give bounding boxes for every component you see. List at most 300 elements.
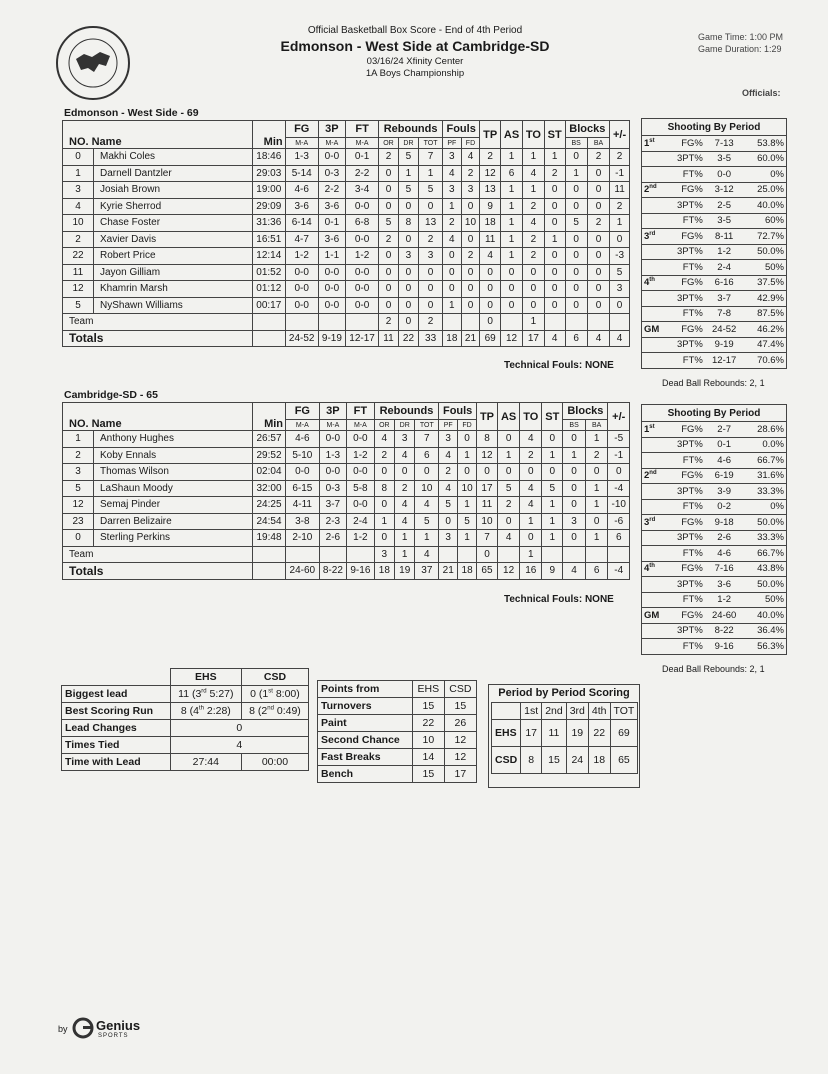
col-ba: BA [585, 420, 608, 431]
shooting-stat: 3PT% [664, 484, 705, 500]
shooting-made-att: 0-0 [705, 167, 744, 183]
col-ma: M-A [286, 420, 320, 431]
maryland-athletic-logo [54, 24, 132, 102]
shooting-made-att: 3-9 [705, 484, 744, 500]
stat-cell: 29:09 [253, 198, 286, 215]
shooting-row [642, 422, 787, 438]
col-or: OR [374, 420, 394, 431]
stat-cell: 4-6 [285, 182, 318, 199]
stat-cell [319, 546, 347, 563]
stat-cell: 0 [461, 281, 480, 298]
shooting-period [642, 291, 665, 307]
stat-cell: 0 [585, 464, 608, 481]
stat-cell: 2 [544, 165, 565, 182]
stat-cell: 0 [415, 464, 439, 481]
stat-cell: 4 [497, 530, 519, 547]
shooting-made-att: 0-2 [705, 499, 744, 515]
shooting-made-att: 7-8 [705, 306, 744, 322]
total-cell: 22 [398, 330, 418, 347]
stat-cell: 1-2 [347, 530, 375, 547]
summary-ehs-header: EHS [170, 669, 241, 686]
shooting-pct: 66.7% [744, 453, 787, 469]
shooting-period [642, 484, 665, 500]
shooting-row [642, 499, 787, 515]
stat-cell: 1 [398, 165, 418, 182]
stat-cell: 0-0 [345, 198, 378, 215]
shooting-stat: 3PT% [664, 291, 705, 307]
total-cell: 6 [585, 563, 608, 580]
stat-cell: 1 [419, 165, 443, 182]
stat-cell: -1 [608, 447, 630, 464]
shooting-row [642, 260, 787, 276]
team2-technical-fouls: Technical Fouls: NONE [504, 594, 614, 605]
stat-cell: 01:52 [253, 264, 286, 281]
stat-cell: 0-0 [318, 264, 345, 281]
stat-cell: 1 [443, 297, 462, 314]
stat-cell: 2 [439, 464, 458, 481]
player-number: 3 [63, 182, 94, 199]
player-name: Sterling Perkins [94, 530, 253, 547]
player-row [63, 149, 630, 166]
stat-cell: 0-0 [319, 464, 347, 481]
stat-cell: 0 [419, 281, 443, 298]
team1-shooting-wrap [641, 118, 787, 369]
shooting-stat: 3PT% [664, 198, 705, 214]
stat-cell [253, 314, 286, 331]
stat-cell: 0 [563, 431, 586, 448]
stat-cell: 2 [419, 231, 443, 248]
summary-row-lead-changes: Lead Changes 0 [62, 720, 309, 737]
stat-cell: 0-0 [319, 431, 347, 448]
stat-cell: 4 [415, 546, 439, 563]
shooting-pct: 50% [744, 260, 787, 276]
stat-cell: 7 [477, 530, 498, 547]
shooting-period: 1st [642, 136, 665, 152]
stat-cell: 1 [501, 182, 523, 199]
stat-cell [544, 314, 565, 331]
stat-cell: 0 [497, 464, 519, 481]
stat-cell: 1 [544, 149, 565, 166]
shooting-pct: 47.4% [744, 337, 787, 353]
stat-cell: 5 [415, 513, 439, 530]
stat-cell: 3 [610, 281, 630, 298]
shooting-period [642, 213, 665, 229]
stat-cell: 0-0 [345, 297, 378, 314]
stat-cell: 0 [587, 297, 609, 314]
player-name: Anthony Hughes [94, 431, 253, 448]
stat-cell [285, 314, 318, 331]
col-st: ST [544, 121, 565, 149]
stat-cell: 0 [458, 464, 477, 481]
col-blocks: Blocks [565, 121, 610, 138]
stat-cell: 5 [379, 215, 399, 232]
points-from-wrap [317, 680, 477, 783]
stat-cell: 1 [542, 530, 563, 547]
stat-cell: 2-3 [319, 513, 347, 530]
shooting-made-att: 24-52 [705, 322, 744, 338]
stat-cell: 6-15 [286, 480, 320, 497]
stat-cell: 0 [374, 497, 394, 514]
shooting-pct: 87.5% [744, 306, 787, 322]
total-cell: 9-16 [347, 563, 375, 580]
player-row [63, 281, 630, 298]
totals-label: Totals [63, 330, 253, 347]
shooting-row [642, 515, 787, 531]
player-number: 5 [63, 297, 94, 314]
shooting-made-att: 2-5 [705, 198, 744, 214]
stat-cell: 4 [443, 165, 462, 182]
player-row [63, 297, 630, 314]
team1-dead-ball-rebounds: Dead Ball Rebounds: 2, 1 [662, 378, 765, 388]
stat-cell: 0 [565, 149, 587, 166]
stat-cell [286, 546, 320, 563]
shooting-period [642, 337, 665, 353]
player-number: 3 [63, 464, 94, 481]
shooting-period [642, 577, 665, 593]
team1-header: Edmonson - West Side - 69 [64, 107, 199, 119]
player-name: Makhi Coles [94, 149, 253, 166]
shooting-row [642, 322, 787, 338]
totals-row [63, 330, 630, 347]
stat-cell: 17 [477, 480, 498, 497]
shooting-row [642, 275, 787, 291]
stat-cell: 0 [497, 513, 519, 530]
player-row [63, 513, 630, 530]
shooting-row [642, 213, 787, 229]
stat-cell: 2 [480, 149, 501, 166]
stat-cell: 31:36 [253, 215, 286, 232]
stat-cell: 0 [501, 297, 523, 314]
team-row [63, 314, 630, 331]
stat-cell: 1 [458, 447, 477, 464]
stat-cell: 1 [443, 198, 462, 215]
team2-shooting-wrap [641, 404, 787, 655]
shooting-stat: FG% [664, 275, 705, 291]
col-fg: FG [285, 121, 318, 138]
shooting-header-row [642, 119, 787, 136]
shooting-made-att: 12-17 [705, 353, 744, 369]
shooting-made-att: 7-16 [705, 561, 744, 577]
summary-row-time-with-lead: Time with Lead 27:44 00:00 [62, 754, 309, 771]
stat-cell: 0 [544, 215, 565, 232]
stat-cell: 4 [520, 497, 542, 514]
stat-cell: 0 [520, 464, 542, 481]
shooting-period [642, 244, 665, 260]
shooting-made-att: 0-1 [705, 437, 744, 453]
stat-cell: 0 [542, 431, 563, 448]
shooting-pct: 56.3% [744, 639, 787, 655]
footer-brand: Genius [96, 1018, 141, 1033]
stat-cell: 0 [419, 297, 443, 314]
shooting-stat: FT% [664, 546, 705, 562]
stat-cell: 0 [374, 464, 394, 481]
shooting-made-att: 2-4 [705, 260, 744, 276]
total-cell: 8-22 [319, 563, 347, 580]
stat-cell: 1 [523, 182, 545, 199]
stat-cell: 0 [379, 264, 399, 281]
team2-header: Cambridge-SD - 65 [64, 389, 158, 401]
stat-cell: 0 [443, 264, 462, 281]
total-cell: 6 [565, 330, 587, 347]
player-name: Jayon Gilliam [94, 264, 253, 281]
stat-cell: 1-1 [318, 248, 345, 265]
shooting-pct: 0% [744, 167, 787, 183]
shooting-header-row [642, 405, 787, 422]
shooting-pct: 53.8% [744, 136, 787, 152]
stat-cell: 0 [563, 497, 586, 514]
stat-cell: 0 [544, 264, 565, 281]
stat-cell: 4 [395, 513, 415, 530]
shooting-stat: FG% [664, 182, 705, 198]
player-number: 12 [63, 281, 94, 298]
stat-cell: 19:00 [253, 182, 286, 199]
shooting-row [642, 136, 787, 152]
stat-cell: 1 [395, 546, 415, 563]
stat-cell: 0 [439, 513, 458, 530]
stat-cell: 1 [497, 447, 519, 464]
stat-cell: 5 [439, 497, 458, 514]
stat-cell [565, 314, 587, 331]
stat-cell: 0 [379, 297, 399, 314]
total-cell: 18 [443, 330, 462, 347]
shooting-made-att: 9-16 [705, 639, 744, 655]
shooting-pct: 37.5% [744, 275, 787, 291]
shooting-row [642, 546, 787, 562]
stat-cell: 0 [379, 165, 399, 182]
stat-cell [458, 546, 477, 563]
stat-cell [497, 546, 519, 563]
team-label: Team [63, 314, 253, 331]
col-ft: FT [347, 403, 375, 420]
shooting-pct: 33.3% [744, 530, 787, 546]
shooting-row [642, 453, 787, 469]
total-cell: -4 [608, 563, 630, 580]
player-name: Kyrie Sherrod [94, 198, 253, 215]
shooting-pct: 60.0% [744, 151, 787, 167]
date-venue: 03/16/24 Xfinity Center [366, 56, 464, 67]
stat-cell: 0 [461, 231, 480, 248]
total-cell: 12 [501, 330, 523, 347]
total-cell: 9-19 [318, 330, 345, 347]
stat-cell: 0 [501, 264, 523, 281]
stat-cell: 4 [523, 165, 545, 182]
player-row [63, 231, 630, 248]
stat-cell: 24:54 [253, 513, 286, 530]
shooting-pct: 50.0% [744, 577, 787, 593]
stat-cell: 32:00 [253, 480, 286, 497]
shooting-period [642, 167, 665, 183]
stat-cell: 1 [542, 497, 563, 514]
stat-cell: 2-2 [345, 165, 378, 182]
stat-cell: 0 [480, 314, 501, 331]
col-pm: +/- [610, 121, 630, 149]
player-number: 22 [63, 248, 94, 265]
shooting-period [642, 306, 665, 322]
stat-cell: 5 [458, 513, 477, 530]
stat-cell: 0 [477, 464, 498, 481]
stat-cell: 1 [395, 530, 415, 547]
col-pf: PF [439, 420, 458, 431]
stat-cell: 0 [419, 264, 443, 281]
player-row [63, 215, 630, 232]
stat-cell: 2 [523, 248, 545, 265]
shooting-period: GM [642, 608, 665, 624]
shooting-row [642, 182, 787, 198]
footer-by: by [58, 1024, 68, 1034]
player-name: Chase Foster [94, 215, 253, 232]
total-cell: 4 [544, 330, 565, 347]
shooting-made-att: 2-7 [705, 422, 744, 438]
stat-cell [347, 546, 375, 563]
totals-label: Totals [63, 563, 253, 580]
total-cell: 24-52 [285, 330, 318, 347]
col-ba: BA [587, 138, 609, 149]
stat-cell: 0 [544, 248, 565, 265]
shooting-period: 2nd [642, 182, 665, 198]
col-ft: FT [345, 121, 378, 138]
shooting-period: 3rd [642, 515, 665, 531]
shooting-pct: 33.3% [744, 484, 787, 500]
total-cell: 11 [379, 330, 399, 347]
player-number: 2 [63, 447, 94, 464]
stat-cell: 6-14 [285, 215, 318, 232]
total-cell: 12 [497, 563, 519, 580]
total-cell: 12-17 [345, 330, 378, 347]
shooting-stat: FT% [664, 353, 705, 369]
shooting-made-att: 2-6 [705, 530, 744, 546]
col-fd: FD [458, 420, 477, 431]
stat-cell: 0 [544, 198, 565, 215]
footer-brand-sub: SPORTS [98, 1033, 129, 1039]
stat-cell [563, 546, 586, 563]
stat-cell: 1 [458, 497, 477, 514]
total-cell: 17 [523, 330, 545, 347]
stat-cell: 1 [542, 447, 563, 464]
col-pm: +/- [608, 403, 630, 431]
stat-cell: 10 [477, 513, 498, 530]
stat-cell [585, 546, 608, 563]
biggest-lead-ehs: 11 (3rd 5:27) [170, 686, 241, 703]
shooting-row [642, 151, 787, 167]
stat-cell: 4 [395, 497, 415, 514]
stat-cell: 2 [587, 215, 609, 232]
stat-cell: 1-2 [345, 248, 378, 265]
stat-cell: 0 [587, 264, 609, 281]
period-scoring-row: CSD 8 15 24 18 65 [492, 747, 638, 774]
col-rebounds: Rebounds [379, 121, 443, 138]
stat-cell: 4 [443, 231, 462, 248]
shooting-pct: 42.9% [744, 291, 787, 307]
stat-cell: 4 [523, 215, 545, 232]
stat-cell: 0 [565, 264, 587, 281]
stat-cell: 1 [565, 165, 587, 182]
stat-cell: 0 [501, 281, 523, 298]
shooting-stat: 3PT% [664, 151, 705, 167]
stat-cell: 4 [439, 480, 458, 497]
shooting-made-att: 9-18 [705, 515, 744, 531]
shooting-pct: 60% [744, 213, 787, 229]
summary-row-biggest-lead: Biggest lead 11 (3rd 5:27) 0 (1st 8:00) [62, 686, 309, 703]
stat-cell [610, 314, 630, 331]
stat-cell: 0-1 [318, 215, 345, 232]
stat-cell: 0 [585, 513, 608, 530]
points-from-header: Points from EHS CSD [318, 681, 477, 698]
stat-cell: 3-4 [345, 182, 378, 199]
shooting-pct: 28.6% [744, 422, 787, 438]
col-to: TO [523, 121, 545, 149]
stat-cell: 1 [585, 497, 608, 514]
stat-cell: 1 [610, 215, 630, 232]
stat-cell [345, 314, 378, 331]
stat-cell: 3 [461, 182, 480, 199]
stat-cell: 10 [458, 480, 477, 497]
shooting-made-att: 4-6 [705, 546, 744, 562]
stat-cell: 5 [398, 149, 418, 166]
stat-cell: 1 [501, 231, 523, 248]
col-as: AS [497, 403, 519, 431]
stat-cell: 5 [542, 480, 563, 497]
team-label: Team [63, 546, 253, 563]
stat-cell: 3 [419, 248, 443, 265]
shooting-row [642, 577, 787, 593]
shooting-made-att: 1-2 [705, 592, 744, 608]
shooting-made-att: 3-6 [705, 577, 744, 593]
stat-cell: 2 [520, 447, 542, 464]
col-to: TO [520, 403, 542, 431]
stat-cell: 0 [587, 231, 609, 248]
stat-cell: 6-8 [345, 215, 378, 232]
stat-cell: 1 [458, 530, 477, 547]
stat-cell: 4-11 [286, 497, 320, 514]
shooting-stat: 3PT% [664, 530, 705, 546]
stat-cell: 0 [398, 198, 418, 215]
shooting-stat: FT% [664, 639, 705, 655]
shooting-row [642, 484, 787, 500]
team2-shooting-by-period [641, 404, 787, 655]
stat-cell: 0-0 [345, 264, 378, 281]
points-from-title: Points from [318, 681, 413, 698]
stat-cell: 1 [563, 447, 586, 464]
shooting-pct: 36.4% [744, 623, 787, 639]
shooting-made-att: 6-16 [705, 275, 744, 291]
shooting-made-att: 8-11 [705, 229, 744, 245]
team1-box-table-wrap [62, 120, 630, 347]
stat-cell: 16:51 [253, 231, 286, 248]
shooting-row [642, 530, 787, 546]
total-cell: 19 [395, 563, 415, 580]
shooting-made-att: 3-5 [705, 213, 744, 229]
shooting-stat: FT% [664, 453, 705, 469]
stat-cell: 0-0 [318, 149, 345, 166]
stat-cell: 8 [374, 480, 394, 497]
shooting-period [642, 437, 665, 453]
col-no-name: NO. Name [63, 403, 253, 431]
report-title: Official Basketball Box Score - End of 4th Period [307, 25, 523, 36]
stat-cell: 1-3 [319, 447, 347, 464]
col-three: 3P [319, 403, 347, 420]
col-rebounds: Rebounds [374, 403, 439, 420]
col-ma: M-A [318, 138, 345, 149]
stat-cell: 1 [585, 480, 608, 497]
stat-cell: 3-7 [319, 497, 347, 514]
shooting-stat: FG% [664, 136, 705, 152]
stat-cell: 3 [563, 513, 586, 530]
stat-cell: 0-0 [285, 297, 318, 314]
stat-cell: 0 [480, 297, 501, 314]
stat-cell: 12 [477, 447, 498, 464]
stat-cell: 0 [587, 182, 609, 199]
col-fouls: Fouls [443, 121, 480, 138]
